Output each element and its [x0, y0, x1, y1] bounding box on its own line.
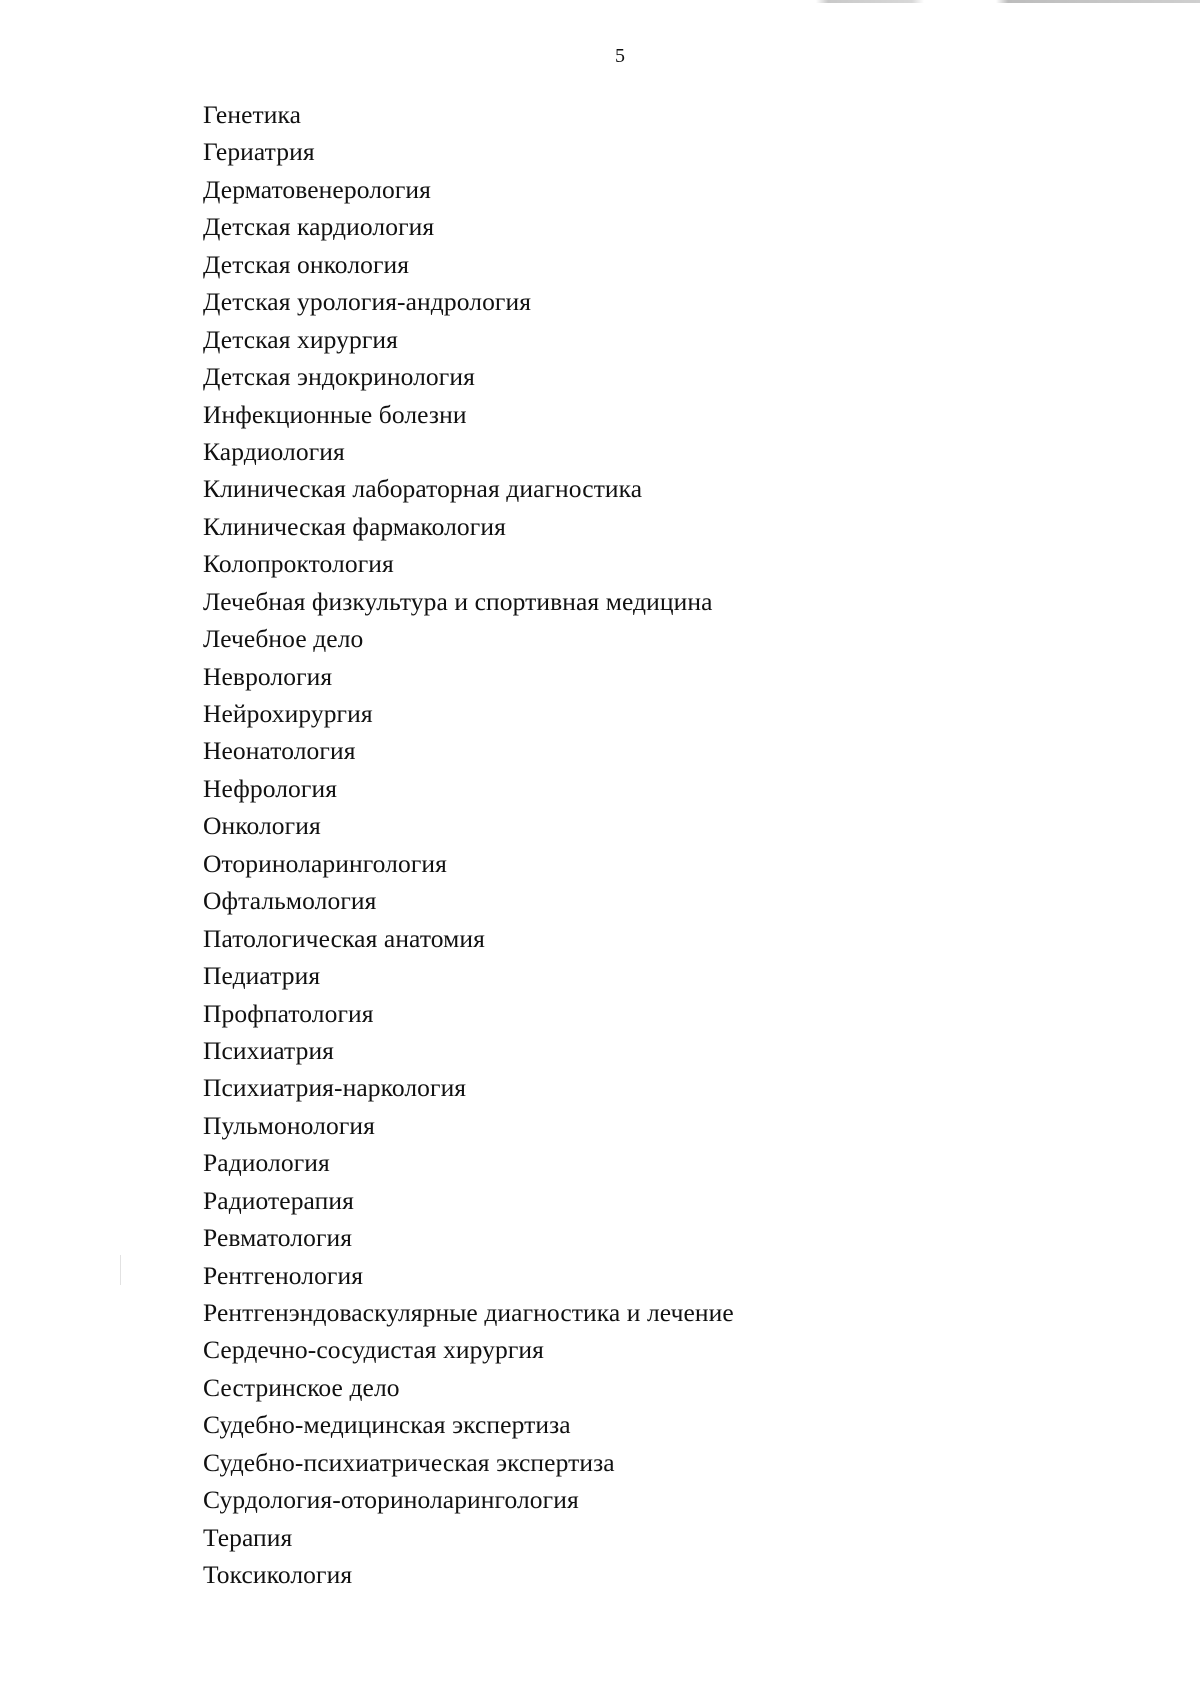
- specialty-item: Профпатология: [203, 998, 374, 1028]
- specialty-item: Патологическая анатомия: [203, 923, 485, 953]
- specialty-item: Оториноларингология: [203, 848, 447, 878]
- specialty-item: Терапия: [203, 1522, 293, 1552]
- specialty-item: Сестринское дело: [203, 1372, 400, 1402]
- specialty-item: Лечебное дело: [203, 624, 364, 654]
- specialty-item: Рентгенэндоваскулярные диагностика и лечение: [203, 1298, 734, 1327]
- specialty-item: Колопроктология: [203, 549, 394, 579]
- specialty-item: Радиотерапия: [203, 1185, 354, 1215]
- specialty-item: Сердечно-сосудистая хирургия: [203, 1335, 545, 1365]
- specialty-item: Детская онкология: [203, 249, 410, 279]
- specialty-item: Генетика: [203, 100, 301, 129]
- specialty-item: Детская хирургия: [203, 324, 398, 354]
- page-number: 5: [615, 45, 625, 67]
- specialty-item: Детская эндокринология: [203, 362, 475, 392]
- specialty-item: Нефрология: [203, 773, 338, 803]
- specialty-item: Радиология: [203, 1148, 330, 1178]
- specialty-item: Онкология: [203, 811, 321, 841]
- specialty-item: Инфекционные болезни: [203, 399, 467, 429]
- specialty-item: Сурдология-оториноларингология: [203, 1485, 579, 1515]
- specialty-list: [203, 96, 734, 1594]
- specialty-item: Судебно-медицинская экспертиза: [203, 1410, 571, 1440]
- specialty-item: Клиническая фармакология: [203, 511, 506, 541]
- specialty-item: Нейрохирургия: [203, 699, 373, 728]
- specialty-item: Детская урология-андрология: [203, 287, 532, 317]
- scan-edge-left: [120, 1255, 121, 1285]
- specialty-item: Судебно-психиатрическая экспертиза: [203, 1447, 615, 1477]
- specialty-item: Офтальмология: [203, 886, 377, 916]
- specialty-item: Неврология: [203, 661, 333, 691]
- specialty-item: Психиатрия: [203, 1035, 335, 1065]
- specialty-item: Дерматовенерология: [203, 174, 432, 204]
- specialty-item: Неонатология: [203, 736, 356, 766]
- specialty-item: Детская кардиология: [203, 212, 435, 242]
- specialty-item: Кардиология: [203, 436, 345, 466]
- specialty-item: Рентгенология: [203, 1260, 364, 1290]
- specialty-item: Ревматология: [203, 1223, 353, 1253]
- specialty-item: Гериатрия: [203, 137, 315, 167]
- specialty-item: Лечебная физкультура и спортивная медицина: [203, 586, 713, 616]
- specialty-item: Пульмонология: [203, 1110, 375, 1140]
- specialty-item: Клиническая лабораторная диагностика: [203, 474, 643, 504]
- specialty-item: Психиатрия-наркология: [203, 1073, 467, 1103]
- specialty-item: Педиатрия: [203, 961, 321, 991]
- specialty-item: Токсикология: [203, 1560, 353, 1590]
- scan-edge-top: [0, 0, 1200, 3]
